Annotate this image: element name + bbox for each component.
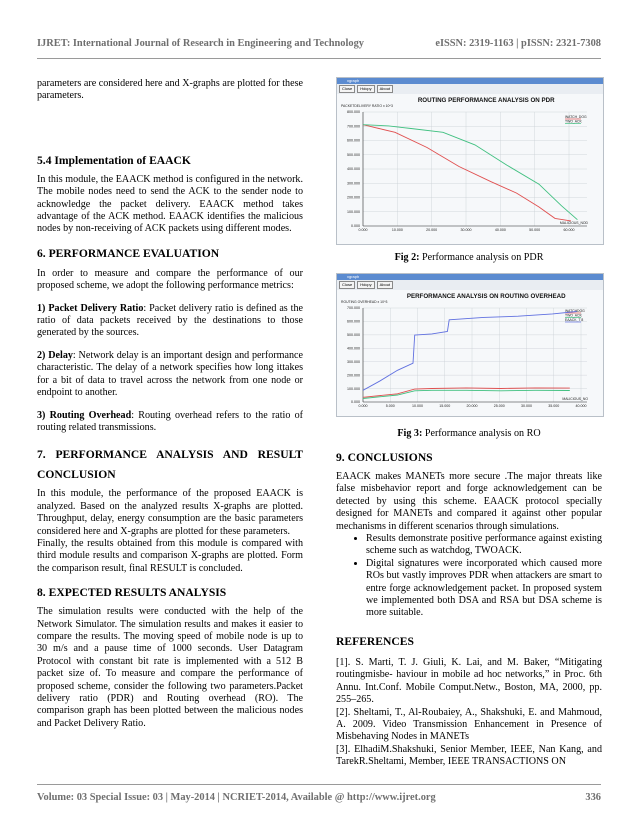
x-tick-label: 0.000 [358,404,368,408]
figure-3-caption-text: Performance analysis on RO [422,428,541,439]
figure-2-caption-text: Performance analysis on PDR [419,252,544,263]
y-tick-label: 400.000 [347,167,360,172]
chart-title: ROUTING PERFORMANCE ANALYSIS ON PDR [417,97,555,104]
legend-entry: WATCHDOG [565,309,585,313]
chart-title: PERFORMANCE ANALYSIS ON ROUTING OVERHEAD [406,293,566,300]
figure-3-label: Fig 3: [397,428,423,439]
footer-text: Volume: 03 Special Issue: 03 | May-2014 | NCRIET-2014, Available @ http://www.ijret.org [37,792,436,803]
y-tick-label: 100.000 [347,209,360,214]
section-7-heading-line2: CONCLUSION [37,468,116,482]
y-tick-label: 0.000 [351,400,360,405]
figure-3-caption [336,428,602,439]
metric-pdr-text: : Packet delivery ratio is defined as the ratio of data packets received by the destinations to those generated by the sources. [37,302,303,339]
legend-entry: WATCH_DOG [565,115,587,119]
metric-delay-term: 2) Delay [37,349,73,361]
metric-pdr [37,303,303,340]
y-tick-label: 700.000 [347,124,360,129]
y-tick-label: 700.000 [347,306,360,311]
figure-2-window [336,77,604,245]
x-tick-label: 20.000 [466,404,478,408]
reference-item: [1]. S. Marti, T. J. Giuli, K. Lai, and M. Baker, “Mitigating routingmisbe- haviour in mobile ad hoc networks,” in Proc. 6th Annu. Int.Conf. Mobile Comput.Netw., Boston, MA, 2000, pp. 255–265. [336,656,602,706]
metric-delay-text: : Network delay is an important design and performance characteristic. The delay of a network specifies how long ittakes for a bit of data to travel across the network from one node or endpoint to another. [37,349,303,399]
fig2-hdcpy-button[interactable]: Hdcpy [357,85,374,93]
x-tick-label: 50.000 [529,228,541,232]
section-7-body-1: In this module, the performance of the proposed EAACK is analyzed. Based on the analyzed results X-graphs are plotted. Throughput, delay, energy consumption are the basic parameters considered here and X-graphs are plotted for these parameters. [37,488,303,537]
x-tick-label: 10.000 [412,404,423,408]
y-tick-label: 300.000 [347,359,360,364]
fig3-hdcpy-button[interactable]: Hdcpy [357,281,374,289]
running-header [37,38,601,49]
y-tick-label: 500.000 [347,333,360,338]
x-tick-label: 40.000 [575,404,587,408]
bullet-item: • Digital signatures were incorporated which caused more ROs but vastly improves PDR when attackers are smart to entre forge acknowledgement packet. In proposed system we implemented both DSA and RSA but DSA scheme is more suitable. [366,558,602,620]
y-tick-label: 800.000 [347,110,360,115]
section-8-heading: 8. EXPECTED RESULTS ANALYSIS [37,586,227,600]
section-6-heading: 6. PERFORMANCE EVALUATION [37,246,220,260]
fig3-about-button[interactable]: About [377,281,393,289]
y-tick-label: 200.000 [347,373,360,378]
x-tick-label: 40.000 [494,228,506,232]
pdr-chart [337,94,603,244]
reference-item: [3]. ElhadiM.Shakshuki, Senior Member, IEEE, Nan Kang, and TarekR.Sheltami, Member, IEEE TRANSACTIONS ON [336,743,602,768]
reference-item: [2]. Sheltami, T., Al-Roubaiey, A., Shakshuki, E. and Mahmoud, A. 2009. Video Transmission Enhancement in Presence of Misbehaving Nodes in MANETs [336,706,602,743]
footer-rule [37,784,601,785]
section-7-body-2: Finally, the results obtained from this module is compared with third module results and comparison X-graphs are plotted. Form the comparison result, final RESULT is concluded. [37,537,303,574]
figure-2-window-title: xgraph [347,78,360,83]
y-axis-label: ROUTING OVERHEAD x 10^3 [341,300,388,304]
metric-ro-text: : Routing overhead refers to the ratio of routing related transmissions. [37,409,304,433]
section-7-heading-line1: 7. PERFORMANCE ANALYSIS AND RESULT [37,448,303,462]
legend-entry: TWO_ACK [565,119,582,124]
x-axis-label: MALICIOUS_NOD [559,221,588,225]
legend-entry: TWO_ACK [565,313,582,318]
section-6-body: In order to measure and compare the performance of our proposed scheme, we adopt the following performance metrics: [37,267,303,292]
legend-entry: EAACK_T 8 [565,318,584,322]
x-tick-label: 15.000 [439,404,451,408]
figure-3-window [336,273,604,417]
x-tick-label: 20.000 [426,228,438,232]
figure-2-caption [336,252,602,263]
metric-pdr-term: 1) Packet Delivery Ratio [37,302,144,314]
page-number: 336 [585,792,601,803]
x-tick-label: 5.000 [385,404,395,408]
metric-ro-term: 3) Routing Overhead [37,409,132,421]
references-heading: REFERENCES [336,634,414,648]
y-tick-label: 600.000 [347,319,360,324]
y-tick-label: 600.000 [347,138,360,143]
metric-ro [37,410,303,435]
section-9-heading: 9. CONCLUSIONS [336,451,433,464]
fig2-about-button[interactable]: About [377,85,393,93]
fig3-close-button[interactable]: Close [339,281,355,289]
x-tick-label: 10.000 [391,228,403,232]
figure-3-menu [337,280,603,290]
figure-2-menu [337,84,603,94]
issn: eISSN: 2319-1163 | pISSN: 2321-7308 [435,38,601,49]
x-tick-label: 0.000 [358,228,368,232]
figure-3-window-title: xgraph [347,274,360,279]
fig2-close-button[interactable]: Close [339,85,355,93]
section-5-4-body: In this module, the EAACK method is configured in the network. The mobile nodes need to send the ACK to the sender node to acknowledge the packet delivery. EAACK method takes advantage of the ACK method. EAACK identifies the malicious nodes by non-receiving of ACK packets using different modes. [37,173,303,235]
running-footer [37,792,601,803]
section-9-body: EAACK makes MANETs more secure .The major threats like false misbehavior report and forge acknowledgement can be detected by using this scheme. EAACK protocol specially designed for MANETs and compared it against other popular mechanisms in different scenarios through simulations. [336,471,602,532]
section-5-4-heading: 5.4 Implementation of EAACK [37,153,191,167]
header-rule [37,58,601,59]
x-tick-label: 60.000 [563,228,575,232]
metric-delay [37,350,303,400]
x-tick-label: 30.000 [521,404,532,408]
intro-paragraph: parameters are considered here and X-graphs are plotted for these parameters. [37,78,303,102]
y-tick-label: 500.000 [347,152,360,157]
left-column [37,78,303,730]
x-tick-label: 25.000 [493,404,505,408]
journal-title: IJRET: International Journal of Research in Engineering and Technology [37,38,364,49]
y-tick-label: 100.000 [347,386,360,391]
conclusion-bullets [336,533,602,620]
right-column [336,451,602,769]
x-tick-label: 30.000 [460,228,472,232]
section-8-body: The simulation results were conducted with the help of the Network Simulator. The simulation results and makes it easier to compare the results. The moving speed of mobile node is up to 30 m/s and a pause time of 1000 seconds. User Datagram Protocol with constant bit rate is implemented with a 512 B packet size of. To measure and compare the performance of proposed scheme, consider the following two parameters.Packet delivery ratio (PDR) and Routing overhead (RO). The comparison graph has been plotted between the malicious nodes and Packet Delivery Ratio. [37,606,303,729]
x-tick-label: 35.000 [548,404,560,408]
figure-2-label: Fig 2: [394,252,420,263]
y-tick-label: 200.000 [347,195,360,200]
y-tick-label: 300.000 [347,181,360,186]
bullet-item: • Results demonstrate positive performance against existing scheme such as watchdog, TWOACK. [366,533,602,558]
ro-chart [337,290,603,416]
y-tick-label: 400.000 [347,346,360,351]
y-tick-label: 0.000 [351,224,360,229]
x-axis-label: MALICIOUS_NO [562,397,588,401]
y-axis-label: PACKETDELIVERY RATIO x 10^3 [341,104,393,108]
